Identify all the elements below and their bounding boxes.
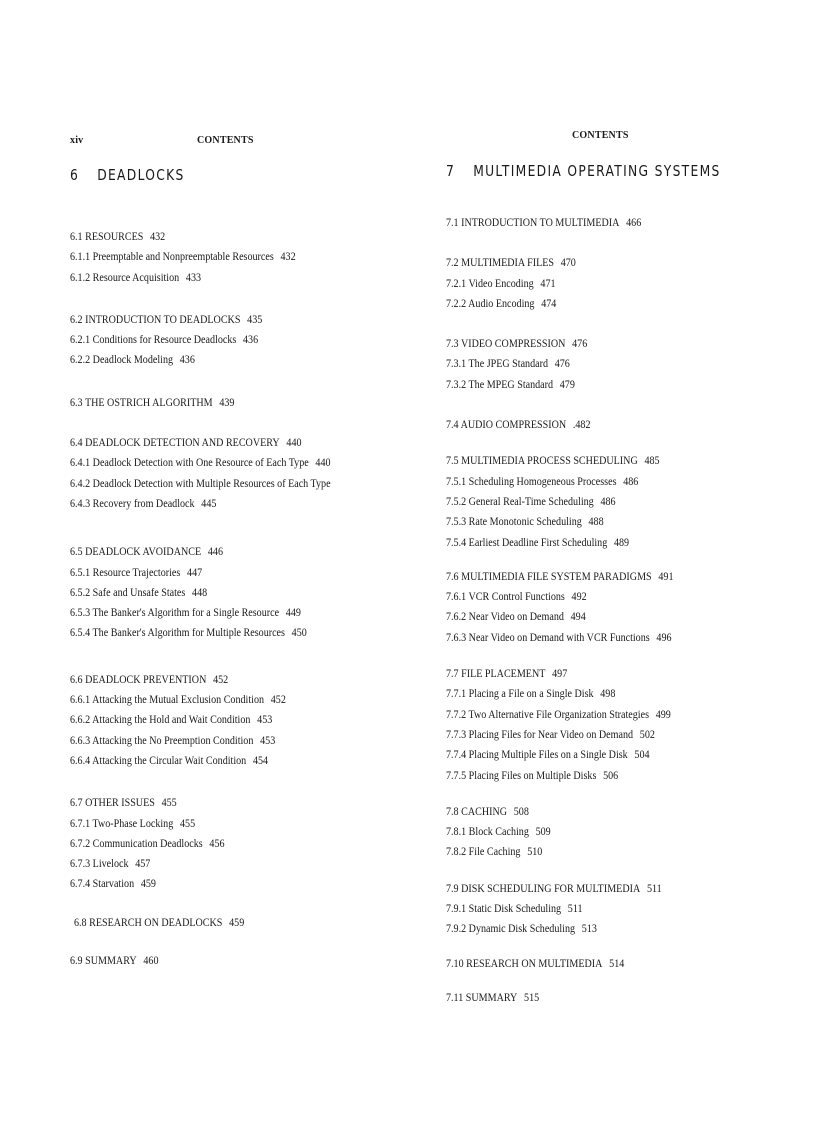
entry-title: 7.1 INTRODUCTION TO MULTIMEDIA: [446, 215, 620, 229]
toc-section-entry[interactable]: [70, 669, 372, 689]
entry-page-number: 492: [571, 589, 587, 604]
entry-title: 6.7.4 Starvation: [70, 876, 135, 891]
chapter-heading-6: [70, 166, 185, 184]
entry-page-number: 440: [315, 455, 331, 470]
entry-title: 7.9 DISK SCHEDULING FOR MULTIMEDIA: [446, 880, 641, 895]
toc-subsection-entry[interactable]: [446, 744, 732, 764]
entry-page-number: 448: [192, 584, 208, 599]
entry-page-number: 455: [161, 795, 177, 810]
toc-section: [446, 663, 786, 785]
entry-title: 7.2.2 Audio Encoding: [446, 295, 535, 310]
entry-page-number: 514: [609, 955, 625, 970]
entry-page-number: 432: [280, 249, 296, 264]
entry-title: 7.6 MULTIMEDIA FILE SYSTEM PARADIGMS: [446, 568, 652, 583]
entry-title: 6.5.1 Resource Trajectories: [70, 564, 181, 579]
entry-title: 7.7.4 Placing Multiple Files on a Single Disk: [446, 747, 628, 762]
entry-page-number: 476: [554, 356, 570, 371]
toc-subsection-entry[interactable]: [446, 683, 732, 703]
toc-subsection-entry[interactable]: [70, 452, 372, 472]
toc-subsection-entry[interactable]: [70, 622, 372, 642]
toc-subsection-entry[interactable]: [70, 349, 372, 369]
toc-subsection-entry[interactable]: [70, 246, 372, 266]
toc-subsection-entry[interactable]: [70, 813, 372, 833]
toc-section-entry[interactable]: [446, 987, 732, 1007]
toc-subsection-entry[interactable]: [446, 765, 732, 785]
entry-title: 7.9.1 Static Disk Scheduling: [446, 901, 562, 916]
entry-page-number: 450: [291, 625, 307, 640]
entry-title: 6.2 INTRODUCTION TO DEADLOCKS: [70, 311, 241, 326]
entry-title: 6.2.1 Conditions for Resource Deadlocks: [70, 332, 237, 347]
toc-subsection-entry[interactable]: [446, 841, 732, 861]
entry-page-number: 436: [243, 332, 259, 347]
entry-page-number: 504: [634, 747, 650, 762]
entry-title: 6.6.1 Attacking the Mutual Exclusion Condition: [70, 692, 265, 707]
entry-title: 7.3 VIDEO COMPRESSION: [446, 336, 566, 351]
toc-subsection-entry[interactable]: [70, 750, 372, 770]
entry-page-number: 433: [185, 269, 202, 284]
entry-title: 7.7.3 Placing Files for Near Video on Demand: [446, 726, 634, 741]
toc-subsection-entry[interactable]: [70, 833, 372, 853]
entry-page-number: 456: [209, 835, 225, 850]
toc-subsection-entry[interactable]: [446, 491, 732, 511]
toc-section: [70, 392, 430, 412]
chapter-heading-7: [446, 162, 721, 180]
toc-section-entry[interactable]: [70, 541, 372, 561]
chapter-number: 6: [70, 166, 80, 184]
entry-title: 7.5 MULTIMEDIA PROCESS SCHEDULING: [446, 453, 638, 468]
entry-page-number: 489: [613, 534, 630, 549]
entry-page-number: 511: [567, 901, 583, 916]
entry-title: 6.5.3 The Banker's Algorithm for a Single Resource: [70, 605, 280, 620]
entry-page-number: 508: [513, 803, 529, 818]
entry-title: 7.3.2 The MPEG Standard: [446, 376, 554, 391]
toc-section: [446, 333, 786, 394]
entry-page-number: 502: [639, 726, 655, 741]
toc-subsection-entry[interactable]: [446, 704, 732, 724]
toc-section: [446, 953, 786, 973]
toc-section: [446, 252, 786, 313]
entry-title: 7.2.1 Video Encoding: [446, 275, 534, 290]
entry-title: 6.7.1 Two-Phase Locking: [70, 815, 174, 830]
toc-subsection-entry[interactable]: [446, 606, 732, 626]
entry-page-number: 452: [213, 671, 229, 686]
entry-page-number: 510: [527, 844, 543, 859]
entry-page-number: 509: [535, 824, 551, 839]
entry-page-number: 471: [540, 275, 556, 290]
entry-title: 6.4.2 Deadlock Detection with Multiple Resources of Each Type: [70, 475, 331, 490]
entry-title: 6.1.1 Preemptable and Nonpreemptable Resources: [70, 249, 274, 264]
entry-page-number: 455: [179, 815, 196, 830]
entry-title: 6.4.1 Deadlock Detection with One Resource of Each Type: [70, 455, 309, 470]
entry-title: 7.2 MULTIMEDIA FILES: [446, 255, 554, 270]
entry-page-number: 447: [187, 564, 203, 579]
entry-title: 6.6 DEADLOCK PREVENTION: [70, 671, 207, 686]
entry-title: 7.6.1 VCR Control Functions: [446, 589, 565, 604]
toc-subsection-entry[interactable]: [446, 918, 732, 938]
entry-page-number: 457: [135, 856, 151, 871]
toc-subsection-entry[interactable]: [70, 329, 372, 349]
entry-page-number: 511: [646, 880, 662, 895]
entry-page-number: 453: [257, 712, 273, 727]
toc-section-entry[interactable]: [446, 450, 732, 470]
entry-title: 6.9 SUMMARY: [70, 953, 137, 968]
entry-page-number: 460: [143, 953, 159, 968]
entry-title: 6.1.2 Resource Acquisition: [70, 269, 180, 284]
entry-page-number: 479: [559, 376, 575, 391]
entry-title: 6.4.3 Recovery from Deadlock: [70, 495, 195, 510]
toc-subsection-entry[interactable]: [446, 724, 732, 744]
toc-section-entry[interactable]: [446, 801, 732, 821]
entry-title: 7.8.2 File Caching: [446, 844, 521, 859]
entry-title: 6.8 RESEARCH ON DEADLOCKS: [74, 914, 223, 929]
toc-subsection-entry[interactable]: [446, 293, 732, 313]
toc-subsection-entry[interactable]: [446, 821, 732, 841]
entry-page-number: 452: [270, 692, 286, 707]
toc-section: [70, 541, 430, 642]
entry-page-number: 485: [644, 453, 660, 468]
entry-title: 6.4 DEADLOCK DETECTION AND RECOVERY: [70, 435, 280, 450]
entry-title: 7.3.1 The JPEG Standard: [446, 356, 549, 371]
entry-page-number: 454: [252, 752, 269, 767]
entry-page-number: 486: [600, 493, 616, 508]
running-head-left: CONTENTS: [197, 135, 254, 146]
entry-page-number: 499: [655, 706, 671, 721]
toc-section-entry[interactable]: [446, 566, 732, 586]
entry-title: 6.5.2 Safe and Unsafe States: [70, 584, 186, 599]
page-number: xiv: [70, 135, 84, 146]
entry-page-number: 459: [140, 876, 156, 891]
entry-page-number: 474: [541, 295, 557, 310]
toc-section: [446, 878, 786, 939]
toc-subsection-entry[interactable]: [446, 532, 732, 552]
entry-title: 7.9.2 Dynamic Disk Scheduling: [446, 921, 576, 936]
toc-section: [446, 987, 786, 1007]
entry-page-number: 466: [626, 215, 642, 229]
toc-subsection-entry[interactable]: [446, 374, 732, 394]
toc-section-entry[interactable]: [446, 663, 732, 683]
toc-subsection-entry[interactable]: [446, 511, 732, 531]
entry-page-number: 476: [572, 336, 588, 351]
entry-title: 7.5.1 Scheduling Homogeneous Processes: [446, 473, 617, 488]
toc-section-entry[interactable]: [74, 912, 373, 932]
toc-section: [446, 566, 786, 647]
entry-title: 6.7.2 Communication Deadlocks: [70, 835, 203, 850]
toc-section: [70, 226, 430, 287]
toc-subsection-entry[interactable]: [446, 586, 732, 606]
entry-page-number: 446: [207, 544, 223, 559]
entry-page-number: 486: [623, 473, 639, 488]
toc-subsection-entry[interactable]: [70, 873, 372, 893]
entry-title: 6.1 RESOURCES: [70, 229, 144, 243]
entry-title: 6.6.2 Attacking the Hold and Wait Condition: [70, 712, 251, 727]
toc-section-entry[interactable]: [446, 953, 732, 973]
entry-page-number: 497: [552, 666, 568, 681]
entry-page-number: 432: [150, 229, 166, 243]
toc-subsection-entry[interactable]: [70, 267, 372, 287]
chapter-number: 7: [446, 162, 456, 180]
entry-title: 6.6.4 Attacking the Circular Wait Condition: [70, 752, 247, 767]
entry-page-number: 496: [656, 629, 672, 644]
entry-page-number: 436: [179, 352, 195, 367]
entry-title: 7.7 FILE PLACEMENT: [446, 666, 546, 681]
entry-page-number: 435: [247, 311, 263, 326]
entry-page-number: 440: [286, 435, 302, 450]
toc-section-entry[interactable]: [446, 212, 732, 232]
toc-subsection-entry[interactable]: [446, 273, 732, 293]
toc-subsection-entry[interactable]: [446, 471, 732, 491]
toc-section: [70, 792, 430, 893]
entry-page-number: 445: [201, 495, 217, 510]
toc-section: [70, 309, 430, 370]
entry-page-number: 513: [581, 921, 597, 936]
toc-section: [446, 801, 786, 862]
running-head-right: CONTENTS: [572, 130, 629, 141]
entry-title: 7.5.4 Earliest Deadline First Scheduling: [446, 534, 608, 549]
entry-page-number: 488: [588, 514, 604, 529]
toc-subsection-entry[interactable]: [70, 562, 372, 582]
entry-page-number: 470: [560, 255, 576, 270]
entry-title: 7.8.1 Block Caching: [446, 824, 529, 839]
toc-subsection-entry[interactable]: [446, 627, 732, 647]
entry-title: 6.7.3 Livelock: [70, 856, 129, 871]
toc-subsection-entry[interactable]: [446, 353, 732, 373]
chapter-title: DEADLOCKS: [97, 166, 185, 184]
toc-subsection-entry[interactable]: [70, 582, 372, 602]
chapter-title: MULTIMEDIA OPERATING SYSTEMS: [473, 162, 721, 180]
toc-section: [70, 912, 430, 932]
entry-title: 7.6.2 Near Video on Demand: [446, 609, 564, 624]
entry-title: 6.7 OTHER ISSUES: [70, 795, 155, 810]
toc-section: [70, 669, 430, 770]
toc-subsection-entry[interactable]: [70, 689, 372, 709]
entry-title: 7.7.1 Placing a File on a Single Disk: [446, 686, 594, 701]
entry-title: 7.7.2 Two Alternative File Organization Strategies: [446, 706, 650, 721]
entry-title: 6.2.2 Deadlock Modeling: [70, 352, 174, 367]
toc-subsection-entry[interactable]: [70, 730, 372, 750]
toc-section: [446, 212, 786, 232]
entry-page-number: 491: [658, 568, 674, 583]
toc-subsection-entry[interactable]: [70, 709, 372, 729]
entry-title: 6.5 DEADLOCK AVOIDANCE: [70, 544, 202, 559]
toc-section-entry[interactable]: [446, 878, 732, 898]
entry-title: 7.8 CACHING: [446, 803, 508, 818]
entry-title: 7.4 AUDIO COMPRESSION: [446, 417, 567, 432]
entry-title: 7.11 SUMMARY: [446, 989, 518, 1004]
entry-title: 6.6.3 Attacking the No Preemption Condition: [70, 732, 254, 747]
entry-page-number: 453: [260, 732, 276, 747]
toc-section-entry[interactable]: [446, 333, 732, 353]
toc-section-entry[interactable]: [70, 226, 372, 246]
toc-section: [446, 450, 786, 551]
entry-title: 7.7.5 Placing Files on Multiple Disks: [446, 767, 597, 782]
entry-page-number: .482: [572, 417, 591, 432]
toc-section-entry[interactable]: [70, 432, 372, 452]
entry-page-number: 506: [603, 767, 619, 782]
entry-page-number: 449: [285, 605, 301, 620]
toc-subsection-entry[interactable]: [70, 493, 372, 513]
toc-subsection-entry[interactable]: [446, 898, 732, 918]
toc-section-entry[interactable]: [446, 414, 732, 434]
toc-subsection-entry[interactable]: [70, 473, 372, 493]
toc-section-entry[interactable]: [70, 792, 372, 812]
entry-page-number: 439: [219, 394, 235, 409]
toc-section-entry[interactable]: [70, 392, 372, 412]
entry-title: 6.5.4 The Banker's Algorithm for Multiple Resources: [70, 625, 285, 640]
entry-title: 7.5.3 Rate Monotonic Scheduling: [446, 514, 582, 529]
toc-section-entry[interactable]: [70, 309, 372, 329]
entry-page-number: 494: [570, 609, 586, 624]
toc-section: [70, 432, 430, 513]
toc-section-entry[interactable]: [70, 950, 372, 970]
entry-title: 6.3 THE OSTRICH ALGORITHM: [70, 394, 213, 409]
toc-subsection-entry[interactable]: [70, 602, 372, 622]
entry-page-number: 459: [229, 914, 245, 929]
toc-subsection-entry[interactable]: [70, 853, 372, 873]
entry-title: 7.5.2 General Real-Time Scheduling: [446, 493, 594, 508]
toc-section-entry[interactable]: [446, 252, 732, 272]
entry-title: 7.10 RESEARCH ON MULTIMEDIA: [446, 955, 603, 970]
entry-page-number: 498: [600, 686, 616, 701]
toc-section: [70, 950, 430, 970]
toc-section: [446, 414, 786, 434]
entry-page-number: 515: [524, 989, 540, 1004]
entry-title: 7.6.3 Near Video on Demand with VCR Functions: [446, 629, 650, 644]
